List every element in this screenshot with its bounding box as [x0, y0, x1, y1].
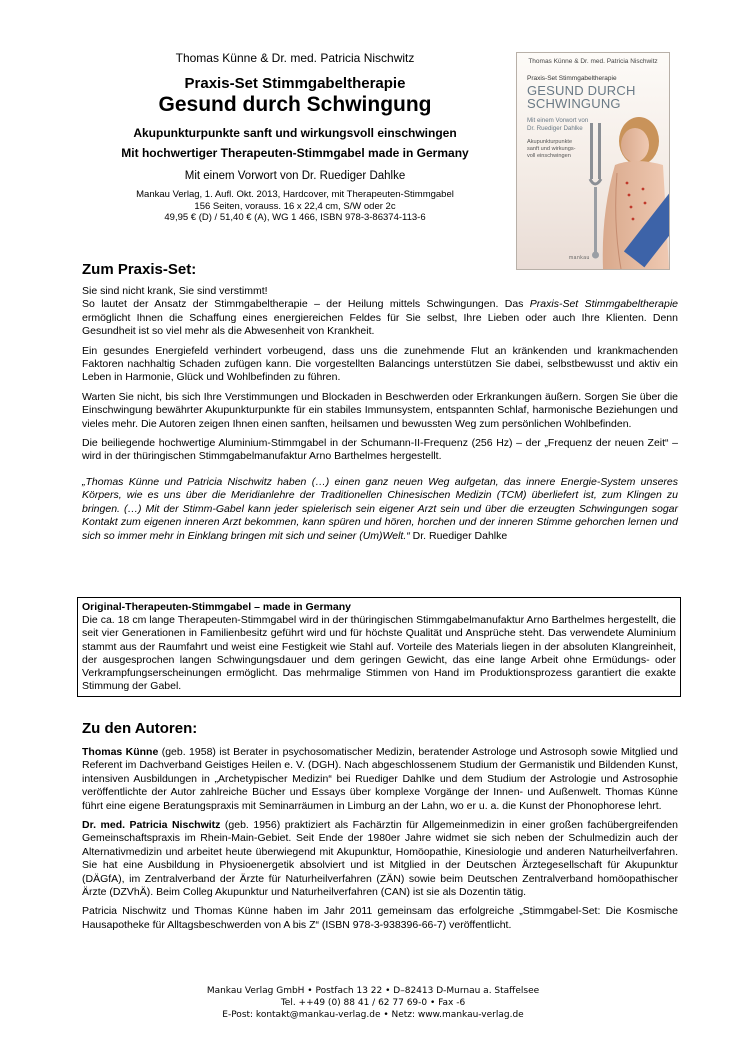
footer-contact: E-Post: kontakt@mankau-verlag.de • Netz: www.mankau-verlag.de: [222, 1010, 524, 1020]
cover-tagline-line-3: voll einschwingen: [527, 152, 571, 159]
book-authors: Thomas Künne & Dr. med. Patricia Nischwitz: [175, 51, 415, 65]
book-title: Gesund durch Schwingung: [158, 93, 432, 116]
info-box-tuning-fork: [77, 597, 681, 697]
cover-foreword: [527, 117, 588, 132]
book-cover-image: [516, 52, 670, 270]
author-name-kuenne: Thomas Künne: [82, 746, 159, 758]
section-authors-body: [82, 746, 678, 932]
cover-publisher: mankau: [569, 255, 590, 261]
cover-tagline-line-2: sanft und wirkungs-: [527, 145, 576, 152]
author-bio-nischwitz: [82, 819, 678, 899]
book-series-title: Praxis-Set Stimmgabeltherapie: [184, 75, 406, 92]
author-bio-kuenne: [82, 746, 678, 813]
footer-phone: Tel. ++49 (0) 88 41 / 62 77 69-0 • Fax -6: [280, 998, 466, 1008]
paragraph-approach-start: So lautet der Ansatz der Stimmgabeltherapie – der Heilung mittels Schwingungen. Das: [82, 298, 530, 311]
paragraph-wait: Warten Sie nicht, bis sich Ihre Verstimmungen und Blockaden in Beschwerden oder Erkrankungen äußern. Sorgen Sie über die Einschwingung bewährter Akupunkturpunkte für ein stabiles Immunsystem, entspannten Schlaf, harmonische Beziehungen und vieles mehr. Die Autoren zeigen Ihnen einen sanften, heilsamen und bewussten Weg zum persönlichen Wohlbefinden.: [82, 390, 678, 430]
biblio-line-3: 49,95 € (D) / 51,40 € (A), WG 1 466, ISBN 978-3-86374-113-6: [164, 212, 426, 223]
cover-title-line-1: GESUND DURCH: [527, 83, 636, 98]
cover-series: Praxis-Set Stimmgabeltherapie: [527, 75, 617, 82]
quote-author: Dr. Ruediger Dahlke: [409, 529, 508, 542]
cover-title-line-2: SCHWINGUNG: [527, 96, 621, 111]
paragraph-energy-field: Ein gesundes Energiefeld verhindert vorbeugend, dass uns die zunehmende Flut an kränkenden und krankmachenden Faktoren nachhaltig Schaden zufügen kann. Die vorgestellten Balancings unterstützen Sie dabei, selbstbewusst und aktiv ein Leben in Harmonie, Glück und Wohlbefinden zu führen.: [82, 344, 678, 384]
section-heading-authors: Zu den Autoren:: [82, 720, 198, 737]
paragraph-previous-book: Patricia Nischwitz und Thomas Künne haben im Jahr 2011 gemeinsam das erfolgreiche „Stimmgabel-Set: Die Kosmische Hausapotheke für Alltagsbeschwerden von A bis Z“ (ISBN 978-3-938396-66-7) veröffentlicht.: [82, 905, 678, 931]
author-text-nischwitz: (geb. 1956) praktiziert als Fachärztin für Allgemeinmedizin in einer großen fachübergreifenden Gemeinschaftspraxis im Rhein-Main-Gebiet. Seit Ende der 1980er Jahre widmet sie sich neben der Schulmedizin auch der Alternativmedizin und arbeitet heute überwiegend mit Akupunktur, Homöopathie, Kinesiologie und anderen Naturheilverfahren. Sie hat eine Ausbildung in Physioenergetik absolviert und ist Mitglied in der Deutschen Ärztegesellschaft für Akupunktur (DÄGfA), im Zentralverband der Ärzte für Naturheilverfahren (ZÄN) sowie beim Deutschen Zentralverband homöopathischer Ärzte (DZVhÄ). Beim Colleg Akupunktur und Naturheilverfahren (CAN) ist sie als Dozentin tätig.: [82, 819, 678, 899]
cover-foreword-line-1: Mit einem Vorwort von: [527, 117, 589, 124]
section-heading-praxis-set: Zum Praxis-Set:: [82, 261, 197, 278]
quote-dahlke: [82, 476, 678, 543]
biblio-line-2: 156 Seiten, vorauss. 16 x 22,4 cm, S/W oder 2c: [194, 200, 396, 212]
author-text-kuenne: (geb. 1958) ist Berater in psychosomatischer Medizin, beratender Astrologe und Astrosoph sowie Mitglied und Referent im Dachverband Geistiges Heilen e. V. (DGH). Nach abgeschlossenem Studium der Germanistik und Bildenden Kunst, intensiven Ausbildungen in „Archetypischer Medizin“ bei Ruediger Dahlke und dem Studium der Astrologie und Astrosophie veröffentlichte der Autor zahlreiche Bücher und Essays über komplexe Vorgänge der Innen- und Außenwelt. Thomas Künne führt eine eigene Beratungspraxis mit Seminarräumen in Limburg an der Lahn, wo er u. a. die Kunst der Phonophorese lehrt.: [82, 746, 679, 812]
bibliographic-info: [82, 189, 508, 224]
cover-tagline: [527, 139, 576, 159]
paragraph-intro: Sie sind nicht krank, Sie sind verstimmt!: [82, 285, 268, 297]
paragraph-approach-emphasis: Praxis-Set Stimmgabeltherapie: [529, 298, 678, 311]
publisher-footer: [0, 985, 746, 1021]
footer-address: Mankau Verlag GmbH • Postfach 13 22 • D–82413 D-Murnau a. Staffelsee: [206, 986, 540, 996]
book-header: [82, 51, 508, 224]
info-box-text: Die ca. 18 cm lange Therapeuten-Stimmgabel wird in der thüringischen Stimmgabelmanufaktur Arno Barthelmes hergestellt, die seit vier Generationen in Familienbesitz geführt wird und für höchste Qualität und Ansprüche steht. Das verwendete Aluminium stammt aus der Raumfahrt und weist eine Festigkeit wie Stahl auf. Vorteile des Materials liegen in der absoluten Klangreinheit, der ausgesprochen langen Schwingungsdauer und dem geringen Gewicht, das eine lange Arbeit ohne Ermüdungs- oder Verkrampfungserscheinungen ermöglicht. Das mehrmalige Stimmen von Hand im Produktionsprozess garantiert die exakte Stimmung der Gabel.: [82, 614, 676, 693]
author-name-nischwitz: Dr. med. Patricia Nischwitz: [82, 819, 221, 832]
cover-authors: Thomas Künne & Dr. med. Patricia Nischwitz: [528, 58, 658, 65]
paragraph-approach-end: ermöglicht Ihnen die Schaffung eines energiereichen Feldes für Sie selbst, Ihre Lieben oder auch Ihre Klienten. Denn Gesundheit ist so viel mehr als die Abwesenheit von Krankheit.: [82, 311, 678, 338]
book-subtitle-1: Akupunkturpunkte sanft und wirkungsvoll einschwingen: [133, 126, 457, 140]
paragraph-approach: [82, 298, 678, 338]
quote-text: „Thomas Künne und Patricia Nischwitz haben (…) einen ganz neuen Weg aufgetan, das innere Energie-System unseres Körpers, wie es uns über die Meridianlehre der Traditionellen Chinesischen Medizin (TCM) überliefert ist, zum Klingen zu bringen. (…) Mit der Stimm-Gabel kann jeder spielerisch sein eigener Arzt sein und über die erzeugten Schwingungen sogar Kontakt zum eigenen inneren Arzt bekommen, kann spüren und hören, horchen und der inneren Stimme gehorchen lernen und sich so immer mehr in Einklang bringen mit sich und seiner (Um)Welt.“: [82, 475, 678, 542]
cover-title: [527, 84, 636, 110]
cover-foreword-line-2: Dr. Ruediger Dahlke: [527, 124, 583, 132]
paragraph-tuning-fork: Die beiliegende hochwertige Aluminium-Stimmgabel in der Schumann-II-Frequenz (256 Hz) – der „Frequenz der neuen Zeit“ – wird in der thüringischen Stimmgabelmanufaktur Arno Barthelmes hergestellt.: [82, 437, 678, 463]
cover-tagline-line-1: Akupunkturpunkte: [527, 139, 573, 145]
foreword-note: Mit einem Vorwort von Dr. Ruediger Dahlke: [184, 170, 406, 182]
book-subtitle-2: Mit hochwertiger Therapeuten-Stimmgabel made in Germany: [121, 146, 469, 160]
section-praxis-set-body: [82, 285, 678, 543]
biblio-line-1: Mankau Verlag, 1. Aufl. Okt. 2013, Hardcover, mit Therapeuten-Stimmgabel: [136, 189, 454, 200]
info-box-title: Original-Therapeuten-Stimmgabel – made in Germany: [82, 601, 351, 613]
